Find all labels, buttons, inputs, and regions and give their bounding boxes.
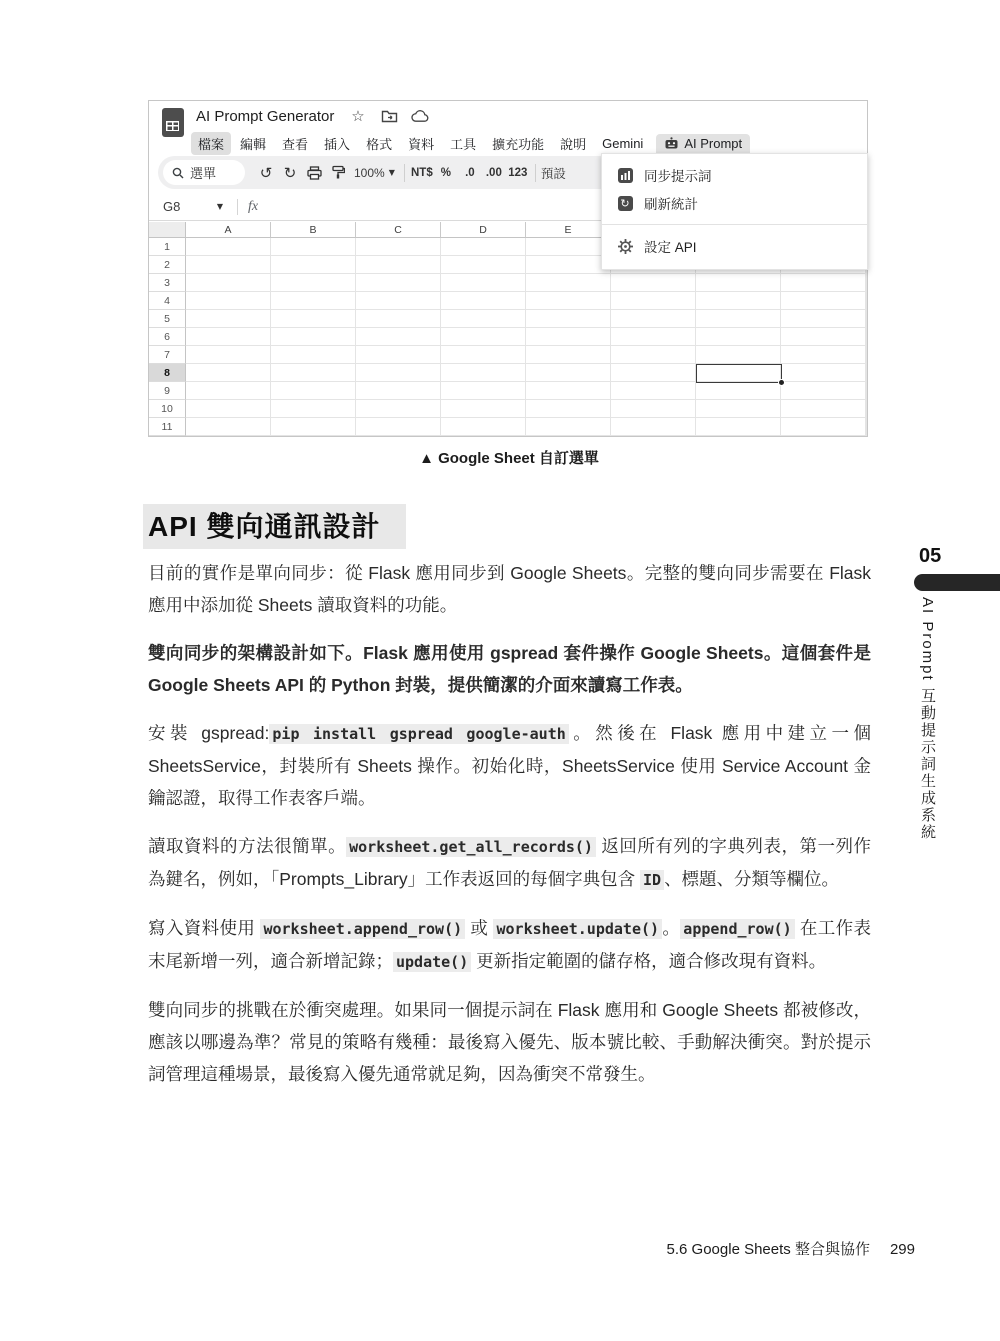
cell-B3[interactable] bbox=[271, 274, 356, 292]
cell-C1[interactable] bbox=[356, 238, 441, 256]
star-icon[interactable]: ☆ bbox=[351, 107, 365, 125]
cell-A4[interactable] bbox=[186, 292, 271, 310]
dropdown-item-同步提示詞[interactable] bbox=[602, 161, 867, 189]
name-box-value: G8 bbox=[163, 199, 181, 214]
column-header-B[interactable]: B bbox=[271, 222, 356, 238]
title-icons bbox=[349, 107, 429, 125]
grid-row-7 bbox=[149, 346, 867, 364]
sheets-logo-icon[interactable] bbox=[162, 108, 184, 137]
percent-format-button[interactable]: % bbox=[440, 166, 451, 179]
cell-D4[interactable] bbox=[441, 292, 526, 310]
cell-F7[interactable] bbox=[611, 346, 696, 364]
document-title[interactable]: AI Prompt Generator bbox=[196, 108, 335, 125]
grid-row-9 bbox=[149, 382, 867, 400]
cell-C6[interactable] bbox=[356, 328, 441, 346]
cell-B7[interactable] bbox=[271, 346, 356, 364]
cell-D8[interactable] bbox=[441, 364, 526, 382]
cell-B11[interactable] bbox=[271, 418, 356, 436]
cell-A2[interactable] bbox=[186, 256, 271, 274]
dropdown-item-設定-API[interactable] bbox=[602, 232, 867, 260]
cell-H5[interactable] bbox=[781, 310, 866, 328]
zoom-control[interactable] bbox=[350, 166, 399, 180]
grid-row-4 bbox=[149, 292, 867, 310]
menu-item-Gemini[interactable]: Gemini bbox=[602, 135, 644, 151]
dropdown-item-label: 同步提示詞 bbox=[644, 169, 712, 184]
ai-menu-label: AI Prompt bbox=[684, 135, 743, 151]
text-run: 雙向同步的架構設計如下。Flask 應用使用 gspread 套件操作 Google Sheets。這個套件是 Google Sheets API 的 Python 封裝，提供簡潔的介面來讀寫工作表。 bbox=[148, 643, 871, 695]
text-run: 。 bbox=[662, 918, 681, 938]
menu-item-插入[interactable]: 插入 bbox=[324, 136, 351, 152]
formula-bar-divider bbox=[237, 199, 238, 215]
text-run: 或 bbox=[465, 918, 494, 938]
move-folder-icon[interactable] bbox=[380, 107, 398, 125]
cell-G6[interactable] bbox=[696, 328, 781, 346]
row-header-4[interactable]: 4 bbox=[149, 292, 186, 310]
grid-row-5 bbox=[149, 310, 867, 328]
search-icon bbox=[172, 167, 184, 179]
cell-E5[interactable] bbox=[526, 310, 611, 328]
cell-H9[interactable] bbox=[781, 382, 866, 400]
currency-format-button[interactable]: NT$ bbox=[410, 166, 433, 179]
cell-G9[interactable] bbox=[696, 382, 781, 400]
cell-D2[interactable] bbox=[441, 256, 526, 274]
cell-A6[interactable] bbox=[186, 328, 271, 346]
cell-C10[interactable] bbox=[356, 400, 441, 418]
menu-separator bbox=[602, 224, 867, 225]
cell-C9[interactable] bbox=[356, 382, 441, 400]
cell-G7[interactable] bbox=[696, 346, 781, 364]
paragraph bbox=[148, 830, 871, 896]
footer-section: 5.6 Google Sheets 整合與協作 bbox=[666, 1241, 870, 1258]
cell-partial bbox=[866, 292, 867, 310]
cell-A5[interactable] bbox=[186, 310, 271, 328]
name-box[interactable] bbox=[163, 199, 223, 214]
cell-F5[interactable] bbox=[611, 310, 696, 328]
row-header-3[interactable]: 3 bbox=[149, 274, 186, 292]
paragraph bbox=[148, 912, 871, 978]
cell-B2[interactable] bbox=[271, 256, 356, 274]
column-header-E[interactable]: E bbox=[526, 222, 611, 238]
cell-G4[interactable] bbox=[696, 292, 781, 310]
grid-row-6 bbox=[149, 328, 867, 346]
cell-F3[interactable] bbox=[611, 274, 696, 292]
menu-item-編輯[interactable]: 編輯 bbox=[240, 136, 267, 152]
inline-code: pip install gspread google-auth bbox=[269, 724, 568, 744]
grid-row-3 bbox=[149, 274, 867, 292]
cell-partial bbox=[866, 310, 867, 328]
chapter-title-vertical: AI Prompt 互動提示詞生成系統 bbox=[919, 597, 936, 841]
cell-C8[interactable] bbox=[356, 364, 441, 382]
paragraph bbox=[148, 637, 871, 701]
page-footer bbox=[667, 1238, 915, 1259]
cell-B8[interactable] bbox=[271, 364, 356, 382]
cell-H7[interactable] bbox=[781, 346, 866, 364]
cell-E10[interactable] bbox=[526, 400, 611, 418]
cell-partial bbox=[866, 400, 867, 418]
ai-prompt-dropdown-menu bbox=[601, 153, 868, 270]
row-header-2[interactable]: 2 bbox=[149, 256, 186, 274]
menu-bar bbox=[191, 133, 750, 153]
text-run: 雙向同步的挑戰在於衝突處理。如果同一個提示詞在 Flask 應用和 Google Sheets 都被修改，應該以哪邊為準？常見的策略有幾種：最後寫入優先、版本號比較、手動解決衝突。對於提示詞管理這種場景，最後寫入優先通常就足夠，因為衝突不常發生。 bbox=[148, 1000, 871, 1084]
chapter-tab-pill bbox=[914, 574, 1000, 591]
grid-row-10 bbox=[149, 400, 867, 418]
cell-B1[interactable] bbox=[271, 238, 356, 256]
cell-D10[interactable] bbox=[441, 400, 526, 418]
cell-D1[interactable] bbox=[441, 238, 526, 256]
cell-B5[interactable] bbox=[271, 310, 356, 328]
cell-E3[interactable] bbox=[526, 274, 611, 292]
row-header-6[interactable]: 6 bbox=[149, 328, 186, 346]
cell-B10[interactable] bbox=[271, 400, 356, 418]
menu-item-工具[interactable]: 工具 bbox=[450, 136, 477, 152]
cell-B6[interactable] bbox=[271, 328, 356, 346]
menu-item-格式[interactable]: 格式 bbox=[366, 136, 393, 152]
inline-code: worksheet.get_all_records() bbox=[346, 837, 596, 857]
cell-D11[interactable] bbox=[441, 418, 526, 436]
row-header-7[interactable]: 7 bbox=[149, 346, 186, 364]
print-button[interactable] bbox=[302, 161, 326, 185]
decrease-decimal-button[interactable]: .0 bbox=[465, 166, 475, 179]
menu-item-說明[interactable]: 說明 bbox=[560, 136, 587, 152]
more-formats-button[interactable]: 123 bbox=[508, 166, 528, 179]
paragraph bbox=[148, 717, 871, 814]
text-run: 讀取資料的方法很簡單。 bbox=[148, 836, 347, 856]
cell-E1[interactable] bbox=[526, 238, 611, 256]
figure-caption: ▲ Google Sheet 自訂選單 bbox=[419, 450, 599, 467]
cell-partial bbox=[866, 328, 867, 346]
text-run: 返回所有列的字典列表，第一列作為鍵名，例如，「Prompts_Library」工作表返回的每個字典包含 bbox=[148, 836, 871, 889]
section-heading: API 雙向通訊設計 bbox=[143, 504, 406, 549]
dropdown-item-刷新統計[interactable] bbox=[602, 189, 867, 217]
inline-code: ID bbox=[640, 870, 664, 890]
text-run: 在工作表末尾新增一列，適合新增記錄； bbox=[148, 918, 872, 971]
menu-item-ai-prompt[interactable] bbox=[656, 134, 750, 153]
row-header-1[interactable]: 1 bbox=[149, 238, 186, 256]
cell-F4[interactable] bbox=[611, 292, 696, 310]
cell-B9[interactable] bbox=[271, 382, 356, 400]
text-run: 更新指定範圍的儲存格，適合修改現有資料。 bbox=[471, 951, 827, 971]
font-select[interactable]: 預設 bbox=[540, 166, 566, 181]
fx-icon: fx bbox=[248, 198, 259, 214]
dropdown-item-label: 刷新統計 bbox=[644, 197, 698, 212]
cell-C11[interactable] bbox=[356, 418, 441, 436]
chart-icon bbox=[618, 168, 633, 183]
cell-H6[interactable] bbox=[781, 328, 866, 346]
cell-partial bbox=[866, 382, 867, 400]
row-header-11[interactable]: 11 bbox=[149, 418, 186, 436]
text-run: 、標題、分類等欄位。 bbox=[664, 869, 840, 889]
cell-F9[interactable] bbox=[611, 382, 696, 400]
chapter-number: 05 bbox=[919, 545, 942, 567]
cell-partial bbox=[866, 364, 867, 382]
cell-A11[interactable] bbox=[186, 418, 271, 436]
cell-E2[interactable] bbox=[526, 256, 611, 274]
cell-A8[interactable] bbox=[186, 364, 271, 382]
cell-D7[interactable] bbox=[441, 346, 526, 364]
cell-partial bbox=[866, 346, 867, 364]
cell-A7[interactable] bbox=[186, 346, 271, 364]
cell-A10[interactable] bbox=[186, 400, 271, 418]
cell-H10[interactable] bbox=[781, 400, 866, 418]
chevron-down-icon: ▼ bbox=[388, 168, 395, 177]
inline-code: worksheet.update() bbox=[493, 919, 662, 939]
chevron-down-icon: ▼ bbox=[216, 202, 223, 211]
text-run: 安裝 gspread: bbox=[148, 723, 270, 743]
cell-G3[interactable] bbox=[696, 274, 781, 292]
row-header-5[interactable]: 5 bbox=[149, 310, 186, 328]
cell-A1[interactable] bbox=[186, 238, 271, 256]
search-label: 選單 bbox=[190, 166, 217, 181]
grid-row-11 bbox=[149, 418, 867, 436]
cell-G5[interactable] bbox=[696, 310, 781, 328]
footer-page-number: 299 bbox=[889, 1241, 915, 1258]
cell-C3[interactable] bbox=[356, 274, 441, 292]
cell-partial bbox=[866, 418, 867, 436]
inline-code: update() bbox=[393, 952, 471, 972]
row-header-10[interactable]: 10 bbox=[149, 400, 186, 418]
redo-button[interactable]: ↻ bbox=[283, 163, 297, 182]
row-header-9[interactable]: 9 bbox=[149, 382, 186, 400]
zoom-value: 100% bbox=[354, 165, 385, 180]
row-header-8[interactable]: 8 bbox=[149, 364, 186, 382]
cell-E8[interactable] bbox=[526, 364, 611, 382]
menu-item-檔案[interactable]: 檔案 bbox=[191, 132, 231, 155]
cell-C4[interactable] bbox=[356, 292, 441, 310]
cell-A9[interactable] bbox=[186, 382, 271, 400]
undo-button[interactable]: ↺ bbox=[259, 163, 273, 182]
paragraph bbox=[148, 994, 871, 1090]
cell-D6[interactable] bbox=[441, 328, 526, 346]
text-run: 。然後在 Flask 應用中建立一個 SheetsService，封裝所有 Sheets 操作。初始化時，SheetsService 使用 Service Account 金鑰認證，取得工作表客戶端。 bbox=[148, 723, 871, 808]
dropdown-item-label: 設定 API bbox=[644, 240, 697, 255]
cell-G11[interactable] bbox=[696, 418, 781, 436]
column-header-A[interactable]: A bbox=[186, 222, 271, 238]
menu-search-box[interactable] bbox=[163, 160, 245, 185]
sheets-title-row bbox=[149, 101, 867, 134]
cell-F8[interactable] bbox=[611, 364, 696, 382]
cell-H4[interactable] bbox=[781, 292, 866, 310]
column-header-D[interactable]: D bbox=[441, 222, 526, 238]
inline-code: worksheet.append_row() bbox=[260, 919, 465, 939]
cell-H8[interactable] bbox=[781, 364, 866, 382]
cell-F10[interactable] bbox=[611, 400, 696, 418]
cell-E9[interactable] bbox=[526, 382, 611, 400]
cell-partial bbox=[866, 274, 867, 292]
menu-item-查看[interactable]: 查看 bbox=[282, 136, 309, 152]
gear-icon bbox=[618, 239, 633, 254]
text-run: 目前的實作是單向同步：從 Flask 應用同步到 Google Sheets。完整的雙向同步需要在 Flask 應用中添加從 Sheets 讀取資料的功能。 bbox=[148, 563, 871, 615]
cell-C7[interactable] bbox=[356, 346, 441, 364]
body-paragraphs bbox=[148, 557, 871, 1106]
menu-item-擴充功能[interactable]: 擴充功能 bbox=[492, 136, 545, 152]
cell-F11[interactable] bbox=[611, 418, 696, 436]
menu-item-資料[interactable]: 資料 bbox=[408, 136, 435, 152]
cell-E4[interactable] bbox=[526, 292, 611, 310]
cell-G10[interactable] bbox=[696, 400, 781, 418]
paragraph bbox=[148, 557, 871, 621]
cell-B4[interactable] bbox=[271, 292, 356, 310]
toolbar-divider bbox=[535, 164, 536, 182]
cell-E11[interactable] bbox=[526, 418, 611, 436]
cell-D9[interactable] bbox=[441, 382, 526, 400]
column-header-C[interactable]: C bbox=[356, 222, 441, 238]
cell-A3[interactable] bbox=[186, 274, 271, 292]
cell-C5[interactable] bbox=[356, 310, 441, 328]
cell-F6[interactable] bbox=[611, 328, 696, 346]
cloud-status-icon[interactable] bbox=[411, 107, 429, 125]
cell-H11[interactable] bbox=[781, 418, 866, 436]
increase-decimal-button[interactable]: .00 bbox=[485, 166, 502, 179]
grid-corner[interactable] bbox=[149, 222, 186, 238]
refresh-icon: ↻ bbox=[618, 196, 633, 211]
fill-handle[interactable] bbox=[778, 379, 785, 386]
toolbar-divider bbox=[404, 164, 405, 182]
cell-E7[interactable] bbox=[526, 346, 611, 364]
selected-cell-G8[interactable] bbox=[696, 364, 782, 383]
text-run: 寫入資料使用 bbox=[148, 918, 261, 938]
cell-H3[interactable] bbox=[781, 274, 866, 292]
inline-code: append_row() bbox=[680, 919, 794, 939]
robot-icon bbox=[664, 137, 679, 150]
sheets-screenshot bbox=[148, 100, 868, 437]
cell-E6[interactable] bbox=[526, 328, 611, 346]
cell-D5[interactable] bbox=[441, 310, 526, 328]
cell-D3[interactable] bbox=[441, 274, 526, 292]
paint-format-button[interactable] bbox=[326, 161, 350, 185]
cell-C2[interactable] bbox=[356, 256, 441, 274]
